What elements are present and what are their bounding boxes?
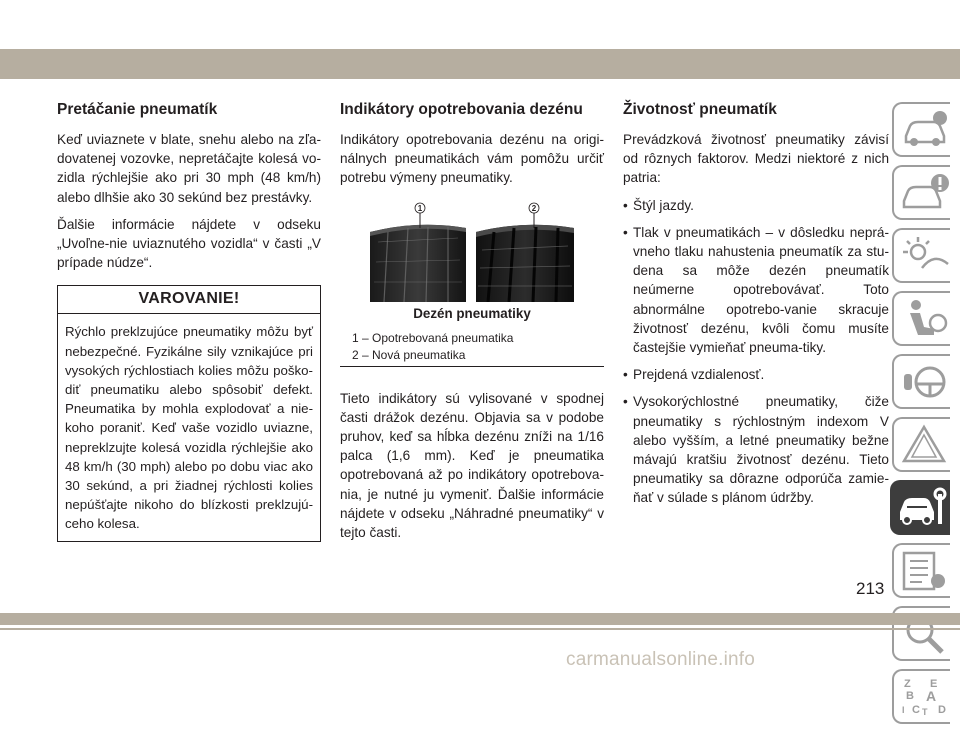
warning-triangle-icon: [900, 423, 950, 467]
factors-list: [623, 196, 889, 508]
legend-item-worn: 1 – Opotrebovaná pneumatika: [352, 330, 514, 345]
index-letter: I: [902, 705, 905, 715]
list-item: • Prejdená vzdialenosť.: [623, 365, 889, 384]
paragraph: Indikátory opotrebovania dezénu na origi-nálnych pneumatikách vám pomôžu určiť potrebu výmeny pneumatiky.: [340, 132, 604, 186]
warning-box: [57, 285, 321, 541]
header-bar: [0, 49, 960, 79]
index-letter: D: [938, 704, 946, 716]
list-item: • Štýl jazdy.: [623, 196, 889, 215]
dashboard-lights-icon: [900, 234, 950, 278]
car-alert-icon: [900, 171, 950, 215]
tab-driving[interactable]: [892, 354, 950, 409]
list-item: • Tlak v pneumatikách – v dôsledku neprá-vneho tlaku nahustenia pneumatík za stu-dena sa môže dezén pneumatík neúmerne opotrebovávať. Toto abnormálne opotrebo-vanie skracuje životnosť dezénu, kvôli čomu musíte častejšie vymieňať pneuma-tiky.: [623, 223, 889, 357]
steering-wheel-icon: [900, 360, 950, 404]
column-tire-spinning: [57, 100, 321, 542]
warning-body: Rýchlo preklzujúce pneumatiky môžu byť nebezpečné. Fyzikálne sily vznikajúce pri vysokých rýchlostiach kolies môžu poško-diť pneumatiku alebo spôsobiť defekt. Pneumatika by mohla explodovať a nie-koho poraniť. Keď vaše vozidlo uviazne, nepreklzujte kolesá vozidla rýchlejšie ako 48 km/h (30 mph) alebo po dobu viac ako 30 sekúnd, a pri žiadnej rýchlosti kolies nepúšťajte nikoho do blízkosti preklzujú-ceho kolesa.: [65, 324, 313, 532]
tab-car-alert[interactable]: [892, 165, 950, 220]
index-letter: E: [930, 678, 938, 690]
index-letter: Z: [904, 678, 911, 690]
tab-servicing[interactable]: [890, 480, 950, 535]
tab-emergency[interactable]: [892, 417, 950, 472]
tab-safety[interactable]: [892, 291, 950, 346]
chapter-tabs: [890, 102, 960, 732]
legend-item-new: 2 – Nová pneumatika: [352, 347, 466, 362]
car-wrench-icon: [898, 486, 950, 530]
index-letter: C: [912, 704, 920, 716]
column-tire-life: [623, 100, 889, 516]
figure-legend: [340, 330, 604, 367]
paragraph: Tieto indikátory sú vylisované v spodnej časti drážok dezénu. Objavia sa v podobe pruhov, keď sa hĺbka dezénu zníži na 1/16 palca (1,6 mm). Keď je pneumatika opotrebovaná až po indikátory opotrebova-nia, je nutné ju vymeniť. Ďalšie informácie nájdete v odseku „Náhradné pneumatiky“ v tejto časti.: [340, 390, 604, 541]
paragraph: Keď uviaznete v blate, snehu alebo na zľa-dovatenej vozovke, nepretáčajte kolesá vo-zidla rýchlejšie ako pri 30 mph (48 km/h) alebo dlhšie ako 30 sekúnd bez prestávky.: [57, 132, 321, 205]
alphabet-index-icon: [900, 675, 950, 719]
tab-index[interactable]: [892, 669, 950, 724]
marker-1: 1: [417, 203, 423, 213]
page-number: 213: [856, 579, 885, 598]
heading-tread-wear: Indikátory opotrebovania dezénu: [340, 101, 583, 118]
tab-dashboard-lights[interactable]: [892, 228, 950, 283]
figure-caption: Dezén pneumatiky: [413, 305, 531, 321]
tire-tread-figure: [340, 202, 604, 367]
marker-2: 2: [531, 203, 537, 213]
footer-line: [0, 628, 960, 630]
paragraph: Prevádzková životnosť pneumatiky závisí od rôznych faktorov. Medzi niektoré z nich patria:: [623, 132, 889, 186]
index-letter: T: [922, 707, 928, 717]
heading-tire-life: Životnosť pneumatík: [623, 101, 777, 118]
seatbelt-airbag-icon: [900, 297, 950, 341]
car-info-icon: [900, 108, 950, 152]
list-item: • Vysokorýchlostné pneumatiky, čiže pneumatiky s rýchlostným indexom V alebo vyšším, a letné pneumatiky bežne mávajú kratšiu životnosť dezénu. Tieto pneumatiky sa dôrazne odporúča zamie-ňať v súlade s plánom údržby.: [623, 392, 889, 507]
tab-car-info[interactable]: [892, 102, 950, 157]
heading-tire-spinning: Pretáčanie pneumatík: [57, 101, 218, 118]
column-tread-wear-indicators: [340, 100, 604, 550]
watermark: carmanualsonline.info: [566, 649, 756, 670]
tab-specifications[interactable]: [892, 543, 950, 598]
warning-title: VAROVANIE!: [58, 286, 320, 314]
paragraph: Ďalšie informácie nájdete v odseku „Uvoľne-nie uviaznutého vozidla“ v časti „V prípade núdze“.: [57, 216, 321, 271]
index-letter: B: [906, 690, 914, 702]
checklist-icon: [900, 549, 950, 593]
footer-bar: [0, 613, 960, 625]
tire-tread-illustration: [368, 202, 578, 302]
index-letter: A: [926, 688, 937, 704]
